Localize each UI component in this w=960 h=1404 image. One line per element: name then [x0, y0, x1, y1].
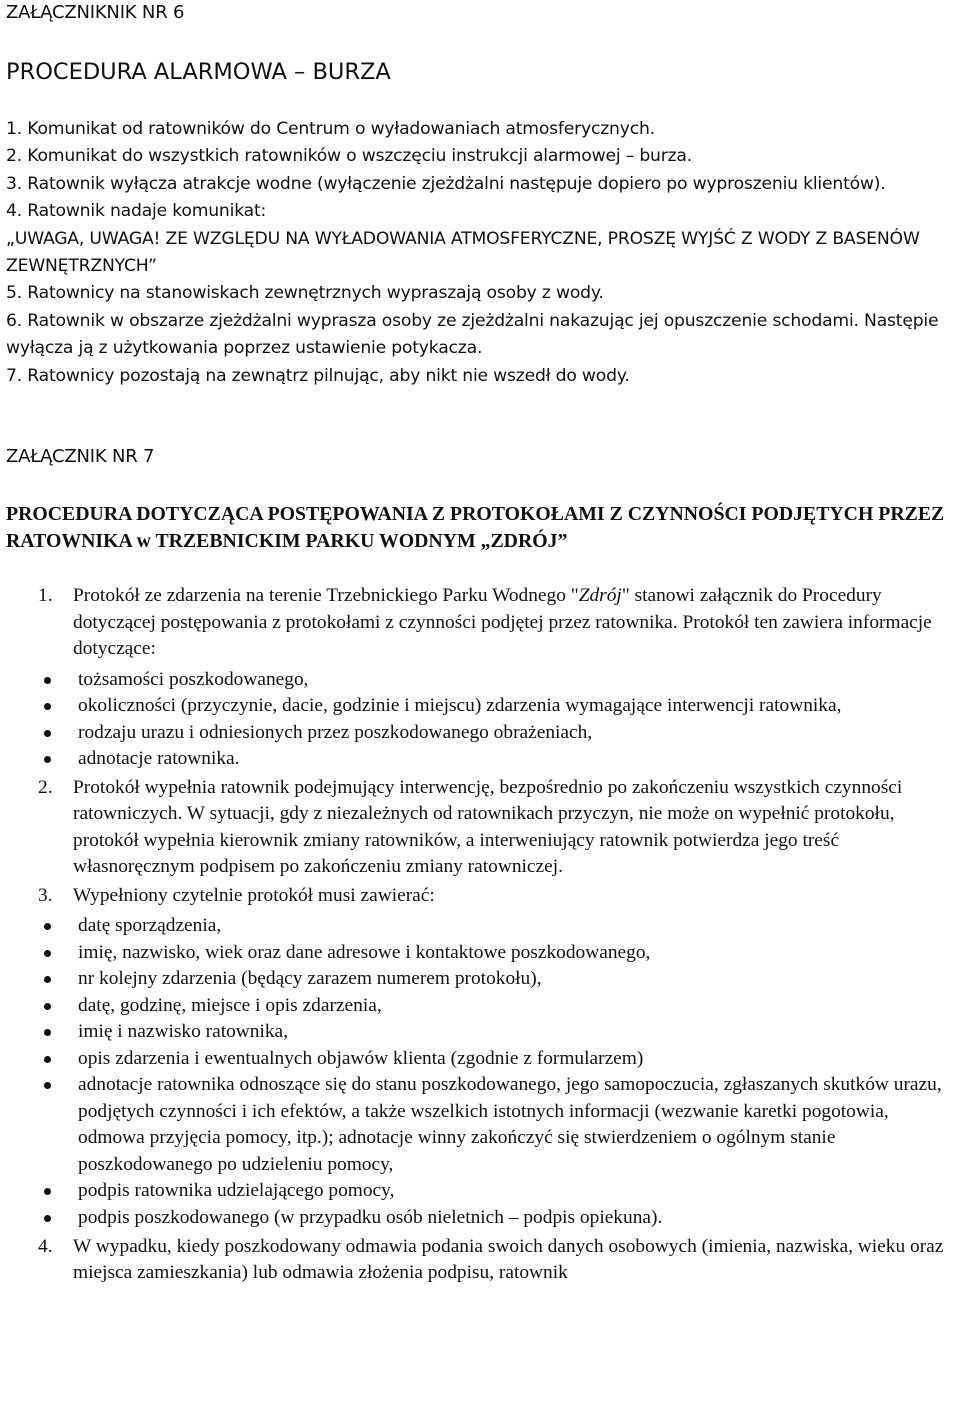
- list-item: [6, 913, 956, 940]
- bullet-icon: [44, 950, 51, 957]
- bullet-icon: [44, 1056, 51, 1063]
- list-item-text: imię i nazwisko ratownika,: [78, 1021, 289, 1043]
- list-item-text: okoliczności (przyczynie, dacie, godzinie i miejscu) zdarzenia wymagające interwencji ratownika,: [78, 695, 842, 716]
- numbered-item-3: [6, 883, 956, 910]
- bullet-icon: [44, 677, 51, 684]
- item-number: 1.: [38, 585, 53, 606]
- list-item-text: adnotacje ratownika odnoszące się do stanu poszkodowanego, jego samopoczucia, zgłaszanych skutków urazu, podjętych czynności i ich efektów, a także wszelkich istotnych informacji (wezwanie karetki pogotowia, odmowa przyjęcia pomocy, itp.); adnotacje winny zakończyć się stwierdzeniem o ogólnym stanie poszkodowanego po udzieleniu pomocy,: [78, 1074, 942, 1175]
- list-item: [6, 1178, 956, 1205]
- bullet-icon: [44, 976, 51, 983]
- list-item-text: nr kolejny zdarzenia (będący zarazem numerem protokołu),: [78, 968, 542, 990]
- list-item: [6, 667, 956, 694]
- storm-procedure-steps: [6, 116, 946, 390]
- list-item: [6, 1072, 956, 1178]
- item-3-text: Wypełniony czytelnie protokół musi zawierać:: [73, 884, 435, 906]
- attachment-6-heading: ZAŁĄCZNIKNIK NR 6: [6, 2, 185, 23]
- item-4-text: W wypadku, kiedy poszkodowany odmawia podania swoich danych osobowych (imienia, nazwiska, wieku oraz miejsca zamieszkania) lub odmawia złożenia podpisu, ratownik: [73, 1235, 944, 1284]
- item-1-text-part: " stanowi załącznik do Procedury dotyczącej postępowania z protokołami z czynności podjętej przez ratownika. Protokół ten zawiera informacje dotyczące:: [73, 585, 932, 659]
- numbered-item-4: [6, 1234, 956, 1287]
- item-1-text-part: Protokół ze zdarzenia na terenie Trzebnickiego Parku Wodnego ": [73, 585, 579, 606]
- list-item: [6, 720, 956, 747]
- list-item: [6, 966, 956, 993]
- storm-step: 1. Komunikat od ratowników do Centrum o wyładowaniach atmosferycznych.: [6, 119, 655, 139]
- list-item-text: datę, godzinę, miejsce i opis zdarzenia,: [78, 994, 382, 1016]
- item-number: 2.: [38, 776, 53, 798]
- storm-step: 7. Ratownicy pozostają na zewnątrz pilnując, aby nikt nie wszedł do wody.: [6, 365, 630, 386]
- bullet-icon: [44, 756, 51, 763]
- item-2-text: Protokół wypełnia ratownik podejmujący interwencję, bezpośrednio po zakończeniu wszystkich czynności ratowniczych. W sytuacji, gdy z niezależnych od ratownikach przyczyn, nie może on wypełnić protokołu, protokół wypełnia kierownik zmiany ratowników, a interweniujący ratownik potwierdza jego treść własnoręcznym podpisem po zakończeniu zmiany ratowniczej.: [73, 776, 903, 878]
- storm-step: 4. Ratownik nadaje komunikat:: [6, 201, 267, 222]
- list-item-text: tożsamości poszkodowanego,: [78, 668, 309, 690]
- item-3-bullet-list: [6, 913, 956, 1231]
- attachment-7-heading: ZAŁĄCZNIK NR 7: [6, 446, 155, 467]
- bullet-icon: [44, 1188, 51, 1195]
- storm-announcement: „UWAGA, UWAGA! ZE WZGLĘDU NA WYŁADOWANIA ATMOSFERYCZNE, PROSZĘ WYJŚĆ Z WODY Z BASENÓW ZEWNĘTRZNYCH”: [6, 228, 920, 277]
- item-1-text: [73, 583, 956, 663]
- list-item-text: imię, nazwisko, wiek oraz dane adresowe i kontaktowe poszkodowanego,: [78, 941, 651, 963]
- numbered-item-1: [6, 583, 956, 663]
- storm-procedure-title: PROCEDURA ALARMOWA – BURZA: [6, 59, 391, 85]
- bullet-icon: [44, 730, 51, 737]
- storm-step: 5. Ratownicy na stanowiskach zewnętrznych wypraszają osoby z wody.: [6, 283, 604, 304]
- list-item-text: rodzaju urazu i odniesionych przez poszkodowanego obrażeniach,: [78, 721, 593, 743]
- list-item: [6, 1046, 956, 1073]
- item-number: 3.: [38, 884, 53, 906]
- bullet-icon: [44, 1082, 51, 1089]
- item-1-text-emphasis: Zdrój: [578, 585, 622, 606]
- list-item-text: podpis ratownika udzielającego pomocy,: [78, 1180, 395, 1202]
- numbered-item-2: [6, 775, 956, 881]
- list-item: [6, 693, 956, 720]
- list-item: [6, 746, 956, 773]
- protocol-procedure-body: [6, 583, 956, 1287]
- bullet-icon: [44, 1029, 51, 1036]
- storm-step: 2. Komunikat do wszystkich ratowników o wszczęciu instrukcji alarmowej – burza.: [6, 146, 693, 167]
- list-item: [6, 1019, 956, 1046]
- bullet-icon: [44, 1215, 51, 1222]
- list-item-text: opis zdarzenia i ewentualnych objawów klienta (zgodnie z formularzem): [78, 1047, 644, 1069]
- protocol-procedure-title: PROCEDURA DOTYCZĄCA POSTĘPOWANIA Z PROTOKOŁAMI Z CZYNNOŚCI PODJĘTYCH PRZEZ RATOWNIKA w TRZEBNICKIM PARKU WODNYM „ZDRÓJ”: [6, 503, 945, 552]
- list-item: [6, 993, 956, 1020]
- list-item: [6, 940, 956, 967]
- list-item-text: datę sporządzenia,: [78, 915, 222, 937]
- bullet-icon: [44, 703, 51, 710]
- item-1-bullet-list: [6, 667, 956, 773]
- bullet-icon: [44, 1003, 51, 1010]
- storm-step: 3. Ratownik wyłącza atrakcje wodne (wyłączenie zjeżdżalni następuje dopiero po wyproszeniu klientów).: [6, 173, 886, 194]
- bullet-icon: [44, 923, 51, 930]
- list-item-text: adnotacje ratownika.: [78, 748, 240, 769]
- list-item: [6, 1205, 956, 1232]
- storm-step: 6. Ratownik w obszarze zjeżdżalni wyprasza osoby ze zjeżdżalni nakazując jej opuszczenie schodami. Następie wyłącza ją z użytkowania poprzez ustawienie potykacza.: [6, 310, 939, 359]
- list-item-text: podpis poszkodowanego (w przypadku osób nieletnich – podpis opiekuna).: [78, 1206, 663, 1228]
- item-number: 4.: [38, 1235, 53, 1257]
